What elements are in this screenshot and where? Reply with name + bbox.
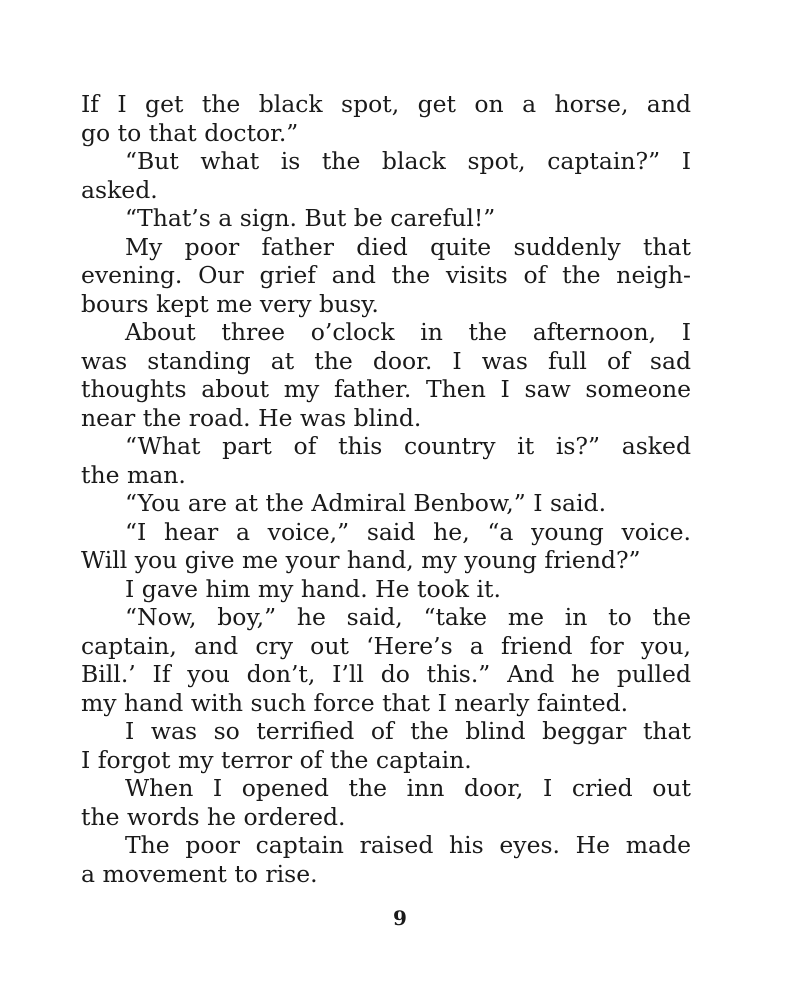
text-line: my hand with such force that I nearly fainted. [81, 688, 629, 717]
text-line: I was so terrified of the blind beggar that [125, 717, 691, 745]
text-line: a movement to rise. [81, 859, 318, 888]
text-line: bours kept me very busy. [81, 289, 379, 318]
text-line: “That’s a sign. But be careful!” [125, 204, 496, 232]
page-text [81, 90, 691, 888]
text-line: asked. [81, 175, 158, 204]
text-line: was standing at the door. I was full of sad [81, 346, 691, 375]
text-line: When I opened the inn door, I cried out [125, 774, 691, 802]
text-line: evening. Our grief and the visits of the neigh- [81, 261, 691, 289]
text-line: If I get the black spot, get on a horse, and [81, 90, 691, 118]
text-line: The poor captain raised his eyes. He made [125, 831, 691, 859]
page-number: 9 [393, 906, 407, 930]
text-line: Bill.’ If you don’t, I’ll do this.” And he pulled [81, 660, 691, 688]
text-line: “Now, boy,” he said, “take me in to the [125, 603, 691, 631]
text-line: About three o’clock in the afternoon, I [125, 318, 691, 346]
text-line: near the road. He was blind. [81, 403, 422, 432]
text-line: “I hear a voice,” said he, “a young voice. [125, 517, 691, 546]
text-line: the man. [81, 460, 186, 489]
text-line: “What part of this country it is?” asked [125, 432, 691, 460]
text-line: Will you give me your hand, my young friend?” [81, 546, 641, 574]
text-line: My poor father died quite suddenly that [125, 232, 691, 261]
text-line: I forgot my terror of the captain. [81, 745, 472, 774]
text-line: thoughts about my father. Then I saw someone [81, 375, 691, 403]
text-line: the words he ordered. [81, 802, 346, 831]
text-line: “You are at the Admiral Benbow,” I said. [125, 489, 607, 517]
text-line: “But what is the black spot, captain?” I [125, 147, 691, 175]
text-line: captain, and cry out ‘Here’s a friend for you, [81, 631, 691, 660]
text-line: I gave him my hand. He took it. [125, 574, 501, 603]
text-line: go to that doctor.” [81, 118, 299, 147]
